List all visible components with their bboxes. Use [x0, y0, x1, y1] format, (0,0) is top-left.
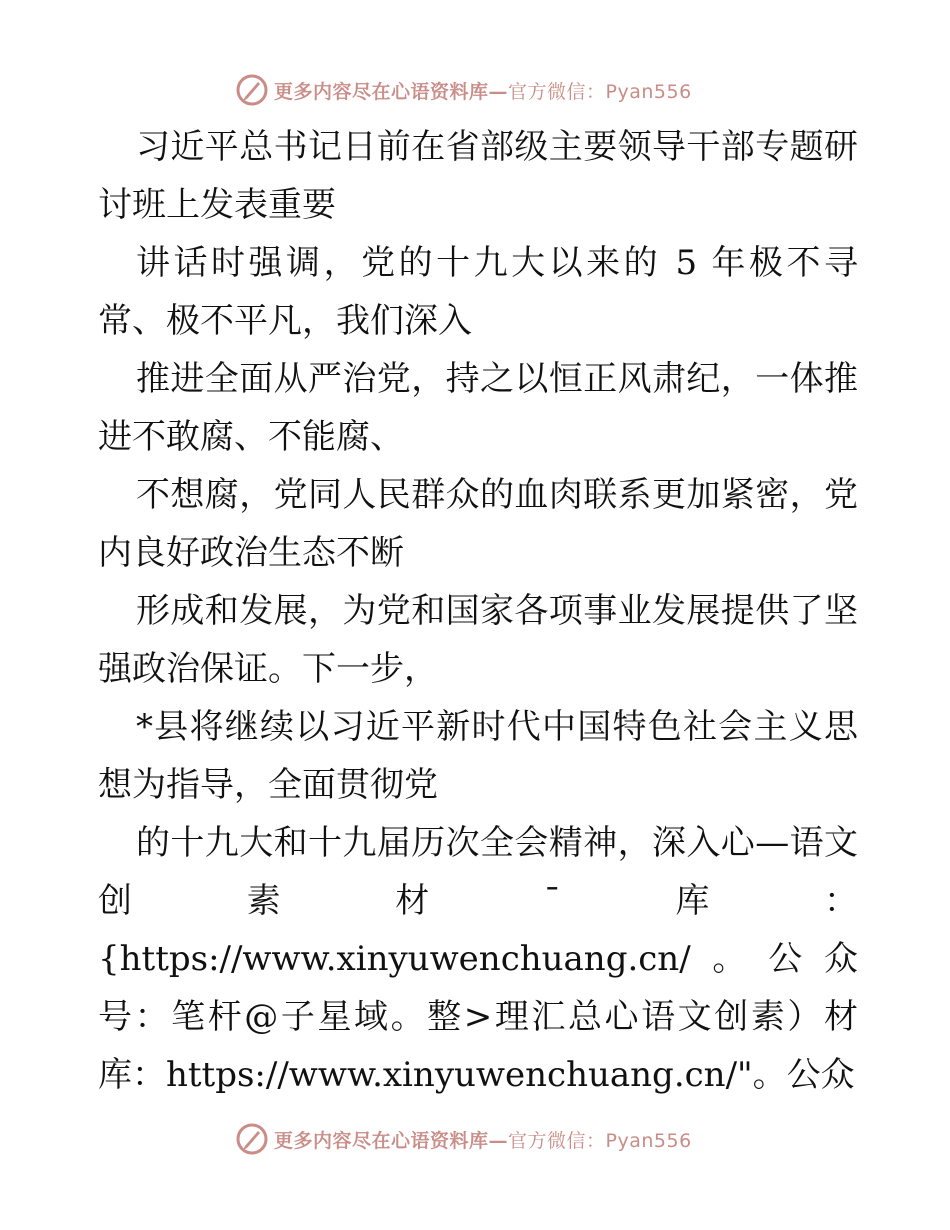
- header-banner: [236, 73, 716, 107]
- footer-banner-contact: 官方微信：Pyan556: [508, 1129, 692, 1152]
- paragraph-1: 习近平总书记日前在省部级主要领导干部专题研讨班上发表重要: [98, 127, 858, 225]
- paragraph-5: 形成和发展，为党和国家各项事业发展提供了坚强政治保证。下一步，: [98, 591, 858, 689]
- header-banner-contact: 官方微信：Pyan556: [508, 80, 692, 103]
- paragraph-7: 的十九大和十九届历次全会精神，深入心—语文创素材¯库：{https://www.xinyuwenchuang.cn/。公众号：笔杆@子星域。整>理汇总心语文创素）材库：https://www.xinyuwenchuang.cn/"。公众: [98, 823, 858, 1095]
- header-banner-title: 更多内容尽在心语资料库: [274, 80, 489, 103]
- paragraph-3: 推进全面从严治党，持之以恒正风肃纪，一体推进不敢腐、不能腐、: [98, 359, 858, 457]
- paragraph-6: *县将继续以习近平新时代中国特色社会主义思想为指导，全面贯彻党: [98, 707, 858, 805]
- footer-banner: [236, 1122, 716, 1156]
- footer-banner-text: [274, 1126, 692, 1153]
- document-body: [98, 118, 858, 1104]
- header-banner-separator: —: [488, 80, 509, 103]
- header-banner-text: [274, 77, 692, 104]
- paragraph-2: 讲话时强调，党的十九大以来的 5 年极不寻常、极不平凡，我们深入: [98, 243, 858, 341]
- quill-logo-icon: [236, 74, 268, 106]
- footer-banner-title: 更多内容尽在心语资料库: [274, 1129, 489, 1152]
- paragraph-4: 不想腐，党同人民群众的血肉联系更加紧密，党内良好政治生态不断: [98, 475, 858, 573]
- quill-logo-icon: [236, 1123, 268, 1155]
- footer-banner-separator: —: [488, 1129, 509, 1152]
